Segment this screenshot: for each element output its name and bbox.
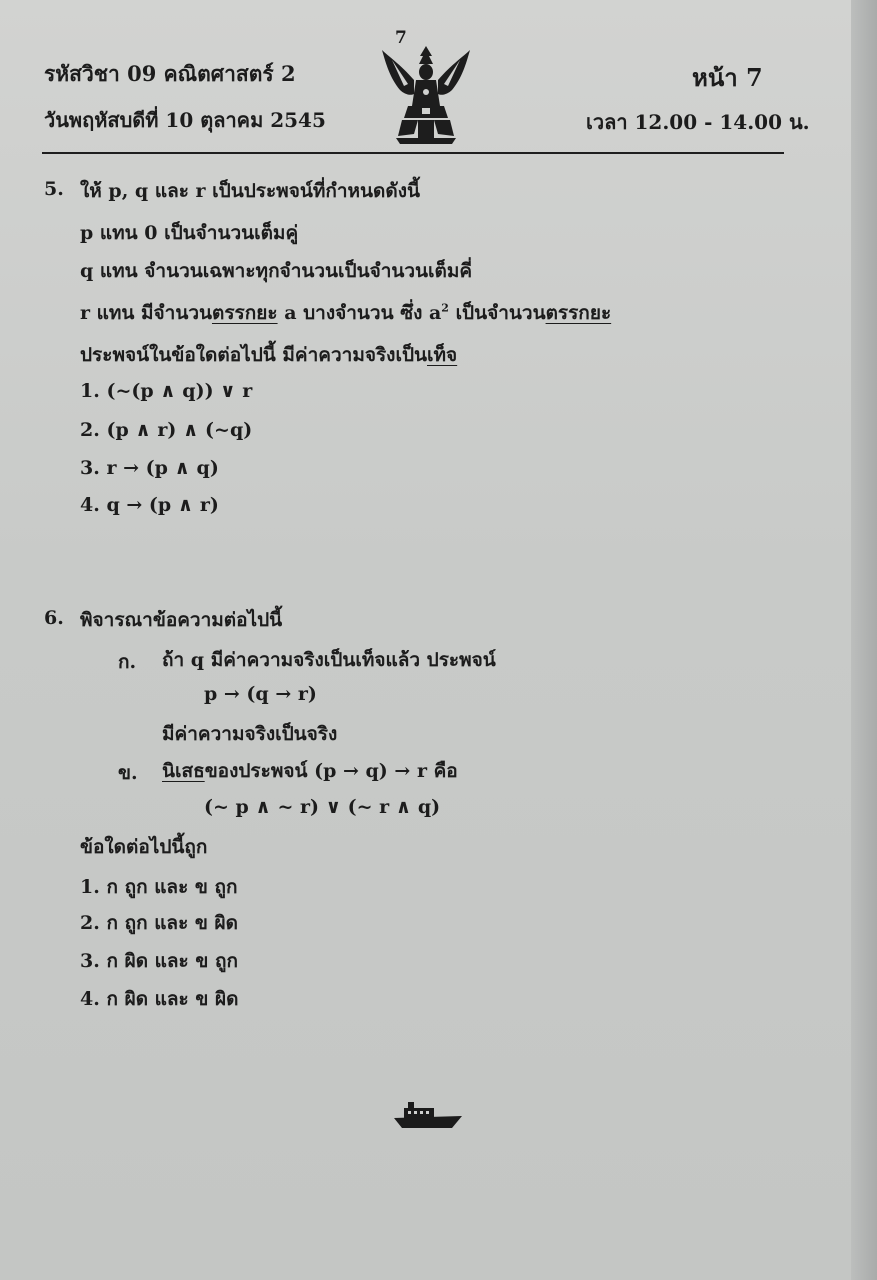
exponent: 2 — [441, 301, 449, 315]
boat-icon — [392, 1098, 464, 1132]
q6-option-2: 2. ก ถูก และ ข ผิด — [80, 912, 238, 934]
r-def-part: r แทน มีจำนวน — [80, 302, 212, 324]
page-number-top: 7 — [395, 28, 407, 48]
false-underlined: เท็จ — [427, 344, 458, 366]
garuda-emblem-icon — [378, 34, 474, 144]
q6-b-formula: (~ p ∧ ~ r) ∨ (~ r ∧ q) — [204, 796, 441, 818]
q5-question — [80, 340, 457, 370]
q5-intro: ให้ p, q และ r เป็นประพจน์ที่กำหนดดังนี้ — [80, 180, 420, 202]
q6-a-label: ก. — [118, 651, 137, 673]
r-def-part: เป็นจำนวน — [448, 302, 546, 324]
q6-a-formula: p → (q → r) — [204, 683, 317, 705]
page-edge-shadow — [851, 0, 877, 1280]
rational-underlined: ตรรกยะ — [211, 302, 278, 324]
q5-number: 5. — [44, 178, 64, 200]
q5-r-definition — [80, 298, 611, 328]
q6-b-text — [162, 756, 458, 786]
exam-date: วันพฤหัสบดีที่ 10 ตุลาคม 2545 — [44, 108, 326, 132]
q6-a-text: ถ้า q มีค่าความจริงเป็นเท็จแล้ว ประพจน์ — [162, 649, 496, 671]
q6-option-1: 1. ก ถูก และ ข ถูก — [80, 876, 238, 898]
subject-code: รหัสวิชา 09 คณิตศาสตร์ 2 — [44, 61, 296, 86]
q6-number: 6. — [44, 607, 64, 629]
q6-intro: พิจารณาข้อความต่อไปนี้ — [80, 609, 283, 631]
q6-b-label: ข. — [118, 762, 138, 784]
q6-a-result: มีค่าความจริงเป็นจริง — [162, 723, 338, 745]
header-divider — [42, 152, 784, 154]
q5-question-text: ประพจน์ในข้อใดต่อไปนี้ มีค่าความจริงเป็น — [80, 344, 428, 366]
q5-option-1: 1. (~(p ∧ q)) ∨ r — [80, 380, 253, 402]
q5-p-definition: p แทน 0 เป็นจำนวนเต็มคู่ — [80, 222, 299, 244]
q6-option-3: 3. ก ผิด และ ข ถูก — [80, 950, 238, 972]
q5-q-definition: q แทน จำนวนเฉพาะทุกจำนวนเป็นจำนวนเต็มคี่ — [80, 260, 473, 282]
q6-option-4: 4. ก ผิด และ ข ผิด — [80, 988, 239, 1010]
rational-underlined: ตรรกยะ — [545, 302, 612, 324]
q6-question: ข้อใดต่อไปนี้ถูก — [80, 836, 208, 858]
exam-time: เวลา 12.00 - 14.00 น. — [586, 110, 810, 134]
q5-option-4: 4. q → (p ∧ r) — [80, 494, 219, 516]
r-def-part: a บางจำนวน ซึ่ง a — [277, 302, 442, 324]
negation-underlined: นิเสธ — [162, 760, 205, 782]
q6-b-rest: ของประพจน์ (p → q) → r คือ — [204, 760, 458, 782]
page-label: หน้า 7 — [692, 63, 763, 92]
q5-option-2: 2. (p ∧ r) ∧ (~q) — [80, 419, 253, 441]
q5-option-3: 3. r → (p ∧ q) — [80, 457, 219, 479]
